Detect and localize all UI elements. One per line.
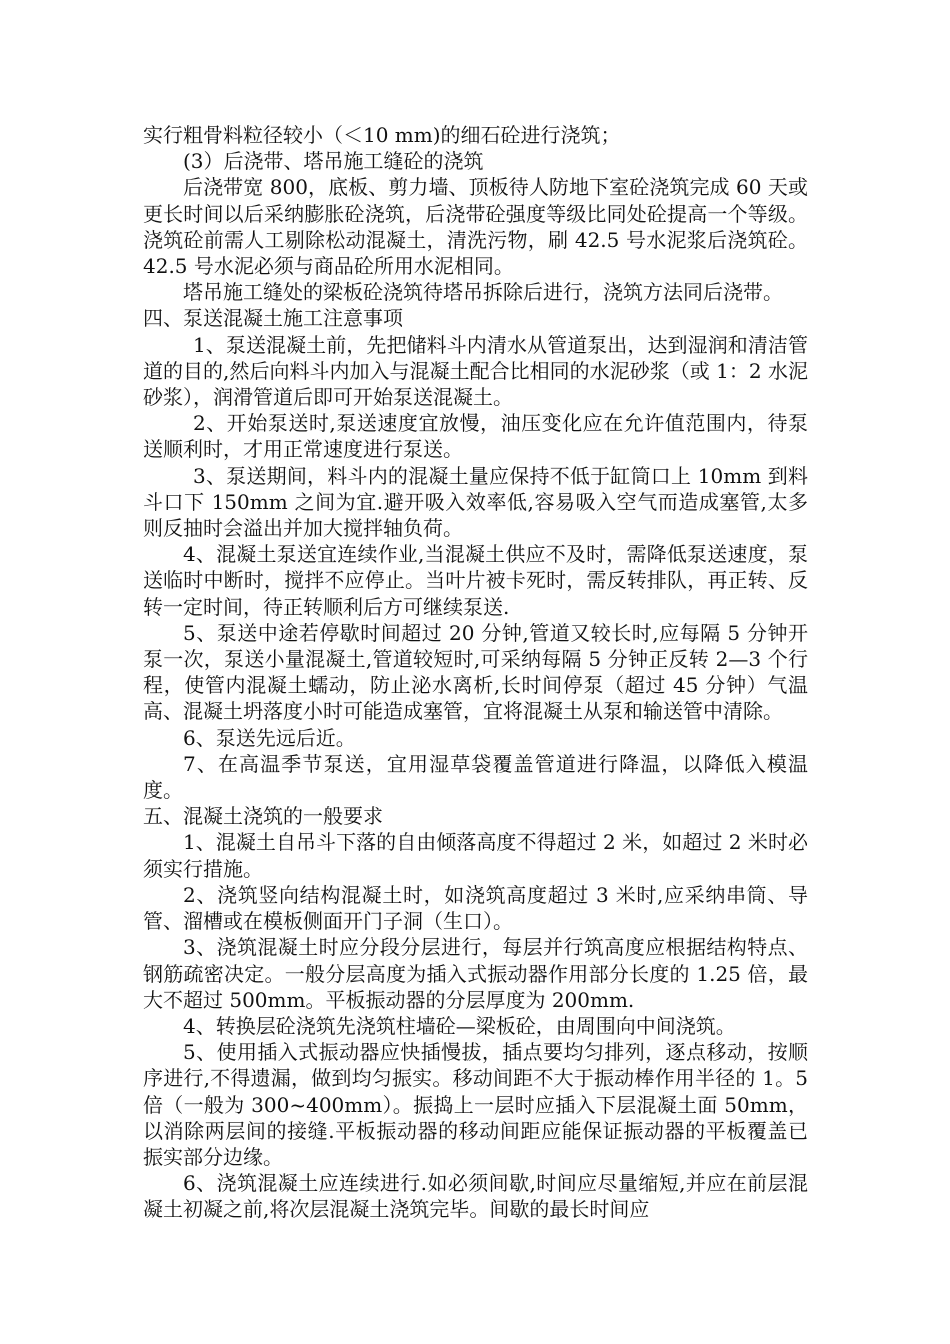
document-page (143, 122, 808, 1223)
pumping-item-4: 4、混凝土泵送宜连续作业,当混凝土供应不及时，需降低泵送速度，泵送临时中断时，搅拌不应停止。当叶片被卡死时，需反转排队，再正转、反转一定时间，待正转顺利后方可继续泵送. (143, 542, 808, 619)
paragraph-continuation: 实行粗骨料粒径较小（＜10 mm)的细石砼进行浇筑； (143, 123, 621, 147)
paragraph-tower-crane-joint: 塔吊施工缝处的梁板砼浇筑待塔吊拆除后进行，浇筑方法同后浇带。 (183, 280, 783, 305)
pouring-item-4: 4、转换层砼浇筑先浇筑柱墙砼—梁板砼，由周围向中间浇筑。 (183, 1013, 736, 1038)
pouring-item-2: 2、浇筑竖向结构混凝土时，如浇筑高度超过 3 米时,应采纳串筒、导管、溜槽或在模板侧面开门子洞（生口）。 (143, 882, 808, 934)
pumping-item-6: 6、泵送先远后近。 (183, 725, 356, 750)
pumping-item-3: 3、泵送期间，料斗内的混凝土量应保持不低于缸筒口上 10mm 到料斗口下 150mm 之间为宜.避开吸入效率低,容易吸入空气而造成塞管,太多则反抽时会溢出并加大搅拌轴负荷。 (143, 463, 808, 541)
pouring-item-1: 1、混凝土自吊斗下落的自由倾落高度不得超过 2 米，如超过 2 米时必须实行措施。 (143, 830, 808, 881)
pumping-item-1: 1、泵送混凝土前，先把储料斗内清水从管道泵出，达到湿润和清洁管道的目的,然后向料斗内加入与混凝土配合比相同的水泥砂浆（或 1：2 水泥砂浆），润滑管道后即可开始泵送混凝土。 (143, 332, 808, 410)
pumping-item-5: 5、泵送中途若停歇时间超过 20 分钟,管道又较长时,应每隔 5 分钟开泵一次，泵送小量混凝土,管道较短时,可采纳每隔 5 分钟正反转 2—3 个行程，使管内混凝土蠕动，防止泌水离析,长时间停泵（超过 45 分钟）气温高、混凝土坍落度小时可能造成塞管，宜将混凝土从泵和输送管中清除。 (143, 620, 808, 724)
pumping-item-2: 2、开始泵送时,泵送速度宜放慢，油压变化应在允许值范围内，待泵送顺利时，才用正常速度进行泵送。 (143, 411, 808, 462)
pouring-item-3: 3、浇筑混凝土时应分段分层进行，每层并行筑高度应根据结构特点、钢筋疏密决定。一般分层高度为插入式振动器作用部分长度的 1.25 倍，最大不超过 500mm。平板振动器的分层厚度为 200mm. (143, 935, 808, 1012)
section-heading-pumping: 四、泵送混凝土施工注意事项 (143, 306, 403, 331)
section-heading-pouring: 五、混凝土浇筑的一般要求 (143, 804, 383, 829)
pouring-item-6: 6、浇筑混凝土应连续进行.如必须间歇,时间应尽量缩短,并应在前层混凝土初凝之前,将次层混凝土浇筑完毕。间歇的最长时间应 (143, 1171, 808, 1222)
paragraph-post-pour-strip: 后浇带宽 800，底板、剪力墙、顶板待人防地下室砼浇筑完成 60 天或更长时间以后采纳膨胀砼浇筑，后浇带砼强度等级比同处砼提高一个等级。浇筑砼前需人工剔除松动混凝土，清洗污物，刷 42.5 号水泥浆后浇筑砼。42.5 号水泥必须与商品砼所用水泥相同。 (143, 175, 808, 279)
pouring-item-5: 5、使用插入式振动器应快插慢拔，插点要均匀排列，逐点移动，按顺序进行,不得遗漏，做到均匀振实。移动间距不大于振动棒作用半径的 1。5 倍（一般为 300~400mm）。振捣上一层时应插入下层混凝土面 50mm，以消除两层间的接缝.平板振动器的移动间距应能保证振动器的平板覆盖已振实部分边缘。 (143, 1040, 808, 1169)
subheading-post-pour-strip: (3）后浇带、塔吊施工缝砼的浇筑 (183, 149, 484, 174)
pumping-item-7: 7、在高温季节泵送，宜用湿草袋覆盖管道进行降温，以降低入模温度。 (143, 751, 808, 803)
